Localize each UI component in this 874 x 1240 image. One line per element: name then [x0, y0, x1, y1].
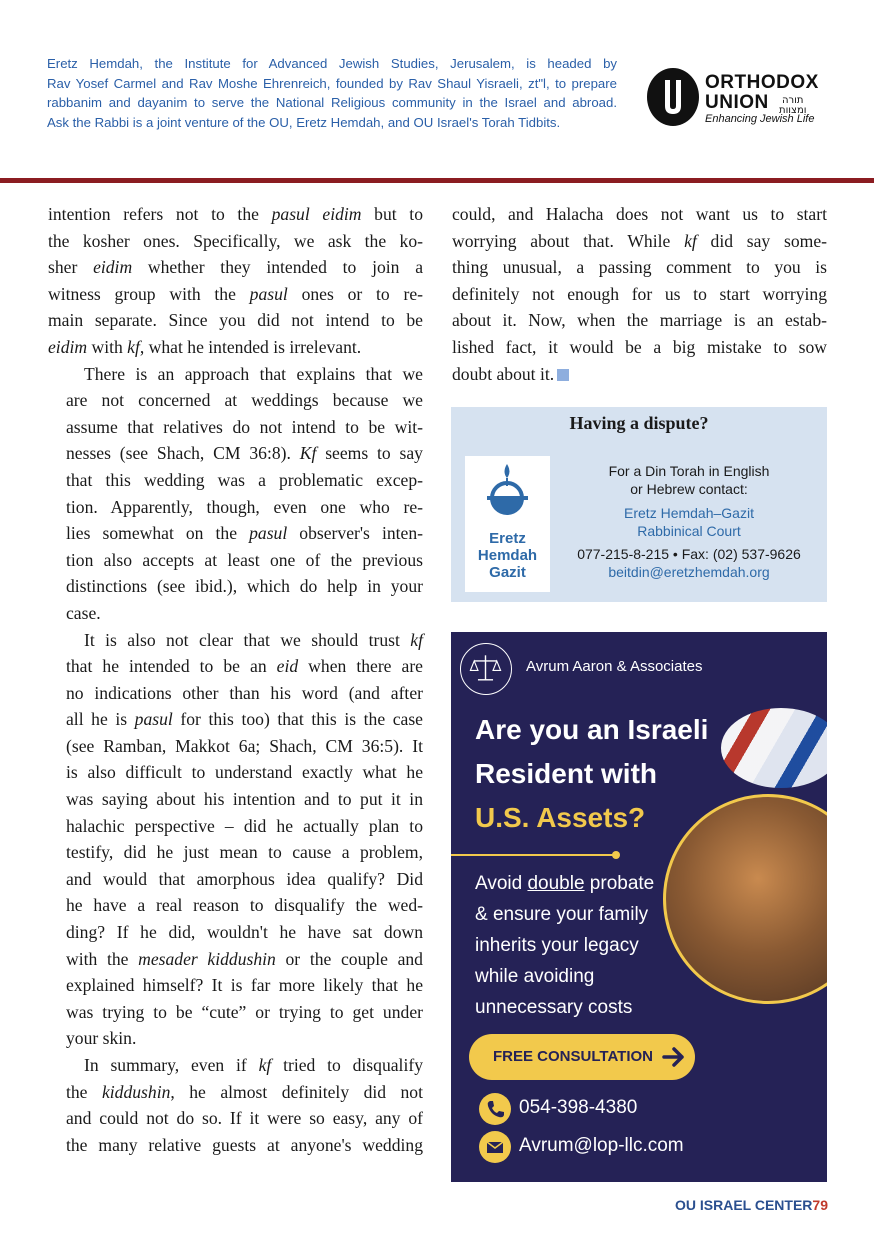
ou-logo-word: ORTHODOX: [705, 72, 819, 93]
article-line: all he is pasul for this too) that this is the case: [66, 709, 423, 730]
footer-label: OU ISRAEL CENTER: [674, 1197, 813, 1213]
orthodox-union-logo: [645, 66, 835, 130]
gazit-logo-word: Gazit: [489, 564, 526, 581]
article-line: doubt about it.: [452, 361, 827, 388]
article-line: explained himself? It is far more likely that he: [66, 975, 423, 996]
ad-headline-line: Resident with: [475, 758, 658, 789]
article-line: definitely not enough for us to start worrying: [452, 283, 827, 304]
advertisement: [451, 632, 827, 1182]
notice-line: or Hebrew contact:: [630, 480, 748, 497]
article-line: testify, did he just mean to cause a problem,: [66, 842, 423, 863]
end-of-article-icon: [557, 369, 569, 381]
article-line: and could not do so. If it were so easy, any of: [66, 1108, 423, 1129]
blurb-line: Ask the Rabbi is a joint venture of the OU, Eretz Hemdah, and OU Israel's Torah Tidbits.: [47, 114, 561, 130]
article-line: distinctions (see ibid.), which do help in your: [66, 576, 423, 597]
court-phone-fax: 077-215-8-215 • Fax: (02) 537-9626: [577, 546, 801, 562]
envelope-icon: [479, 1131, 511, 1163]
article-line: worrying about that. While kf did say some-: [452, 230, 827, 251]
article-line: main separate. Since you did not intend to be: [48, 310, 423, 331]
ad-body-underlined: double: [527, 873, 585, 894]
article-line: was trying to be “cute” or trying to get under: [66, 1001, 423, 1022]
phone-icon: [479, 1093, 511, 1125]
article-line: that this wedding was a problematic excep-: [66, 469, 423, 490]
ad-body-line: [475, 868, 654, 899]
article-line: ding? If he did, wouldn't he have sat down: [66, 922, 423, 943]
gazit-emblem-icon: [465, 456, 550, 526]
phone-number: 054-398-4380: [519, 1097, 638, 1118]
article-line: tion. Apparently, though, even one who re-: [66, 496, 423, 517]
article-line: witness group with the pasul ones or to re-: [48, 283, 423, 304]
ad-body: [475, 868, 654, 1023]
article-line: intention refers not to the pasul eidim but to: [48, 204, 423, 224]
ad-firm-name: Avrum Aaron & Associates: [526, 658, 703, 675]
court-name: Rabbinical Court: [637, 522, 741, 539]
article-line: about it. Now, when the marriage is an estab-: [452, 310, 827, 331]
article-line: lished fact, it would be a big mistake to sow: [452, 336, 827, 357]
ad-body-line: unnecessary costs: [475, 997, 633, 1018]
article-line: (see Ramban, Makkot 6a; Shach, CM 36:5). It: [66, 735, 423, 756]
gazit-logo-word: Hemdah: [477, 547, 538, 564]
blurb-line: rabbanim and dayanim to serve the National Religious community in the Israel and abroad.: [47, 95, 617, 110]
page-footer: [640, 1197, 828, 1213]
court-name: Eretz Hemdah–Gazit: [624, 505, 754, 521]
article-line: case.: [66, 602, 101, 623]
notice-line: For a Din Torah in English: [608, 463, 770, 479]
article-paragraph: [48, 201, 423, 361]
article-line: It is also not clear that we should trust kf: [84, 629, 423, 650]
ad-headline: [475, 708, 708, 840]
article-paragraph: [48, 361, 423, 627]
notice-contact-info: [561, 463, 817, 581]
article-line: the kiddushin, he almost definitely did not: [66, 1081, 423, 1102]
article-line: and would that amorphous idea qualify? Did: [66, 868, 423, 889]
article-line: thing unusual, a passing comment to you is: [452, 257, 827, 278]
ad-divider-dot: [612, 851, 620, 859]
article-line: no indications other than his word (and after: [66, 682, 423, 703]
article-line: lies somewhat on the pasul observer's inten-: [66, 523, 423, 544]
article-line: is also difficult to understand exactly what he: [66, 762, 423, 783]
article-line: that he intended to be an eid when there are: [66, 656, 423, 677]
eretz-hemdah-gazit-logo: [465, 456, 550, 592]
article-line: sher eidim whether they intended to join a: [48, 257, 423, 278]
us-israel-flags-image: [721, 708, 827, 788]
ou-hebrew-top: תורה: [782, 95, 804, 106]
article-line: could, and Halacha does not want us to start: [452, 204, 827, 224]
ou-logo-icon: [645, 66, 701, 128]
article-paragraph: [452, 201, 827, 387]
blurb-line: Eretz Hemdah, the Institute for Advanced Jewish Studies, Jerusalem, is headed by: [47, 56, 617, 71]
ad-body-line: while avoiding: [475, 966, 595, 987]
header: [0, 0, 874, 178]
ou-hebrew-bottom: ומצוות: [779, 105, 807, 116]
article-line: tion also accepts at least one of the previous: [66, 549, 423, 570]
ad-body-line: & ensure your family: [475, 904, 649, 925]
cta-label: FREE CONSULTATION: [493, 1048, 653, 1065]
ou-logo-tagline: Enhancing Jewish Life: [705, 113, 815, 125]
ou-logo-word: UNION: [705, 92, 769, 113]
article-paragraph: [48, 627, 423, 1053]
gazit-logo-word: Eretz: [489, 530, 526, 547]
ad-divider: [451, 854, 613, 856]
article-line: are not concerned at weddings because we: [66, 390, 423, 411]
article-line: he have a real reason to disqualify the wed-: [66, 895, 423, 916]
article-line: nesses (see Shach, CM 36:8). Kf seems to say: [66, 443, 423, 464]
article-line: the many relative guests at anyone's wedding: [66, 1134, 423, 1155]
ad-body-line: inherits your legacy: [475, 935, 639, 956]
free-consultation-button[interactable]: [469, 1034, 695, 1080]
din-torah-notice: [451, 407, 827, 602]
article-line: halachic perspective – did he actually plan to: [66, 815, 423, 836]
page-number: 79: [812, 1197, 828, 1213]
article-column-left: [48, 201, 423, 1158]
header-blurb: [47, 54, 617, 132]
ad-body-text: Avoid: [475, 873, 528, 894]
ad-headline-line: Are you an Israeli: [475, 714, 709, 745]
blurb-line: Rav Yosef Carmel and Rav Moshe Ehrenreich, founded by Rav Shaul Yisraeli, zt"l, to prepare: [47, 75, 617, 91]
article-line: assume that relatives do not intend to be wit-: [66, 416, 423, 437]
ad-body-text: probate: [584, 873, 655, 894]
email-address: Avrum@lop-llc.com: [519, 1135, 684, 1156]
article-line: was saying about his intention and to put it in: [66, 789, 423, 810]
court-email[interactable]: beitdin@eretzhemdah.org: [608, 563, 770, 580]
ad-headline-line: U.S. Assets?: [475, 802, 646, 833]
article-line: eidim with kf, what he intended is irrelevant.: [48, 336, 362, 357]
article-line: your skin.: [66, 1028, 137, 1049]
article-line: with the mesader kiddushin or the couple and: [66, 948, 423, 969]
article-line: In summary, even if kf tried to disqualify: [84, 1055, 423, 1075]
article-line: the kosher ones. Specifically, we ask the ko-: [48, 230, 423, 251]
article-paragraph: [48, 1052, 423, 1158]
arrow-right-icon: [661, 1044, 687, 1070]
notice-title: Having a dispute?: [569, 413, 709, 433]
header-divider: [0, 178, 874, 183]
firm-seal-icon: [460, 643, 512, 695]
article-line: There is an approach that explains that we: [84, 363, 423, 384]
article-column-right: [452, 201, 827, 387]
